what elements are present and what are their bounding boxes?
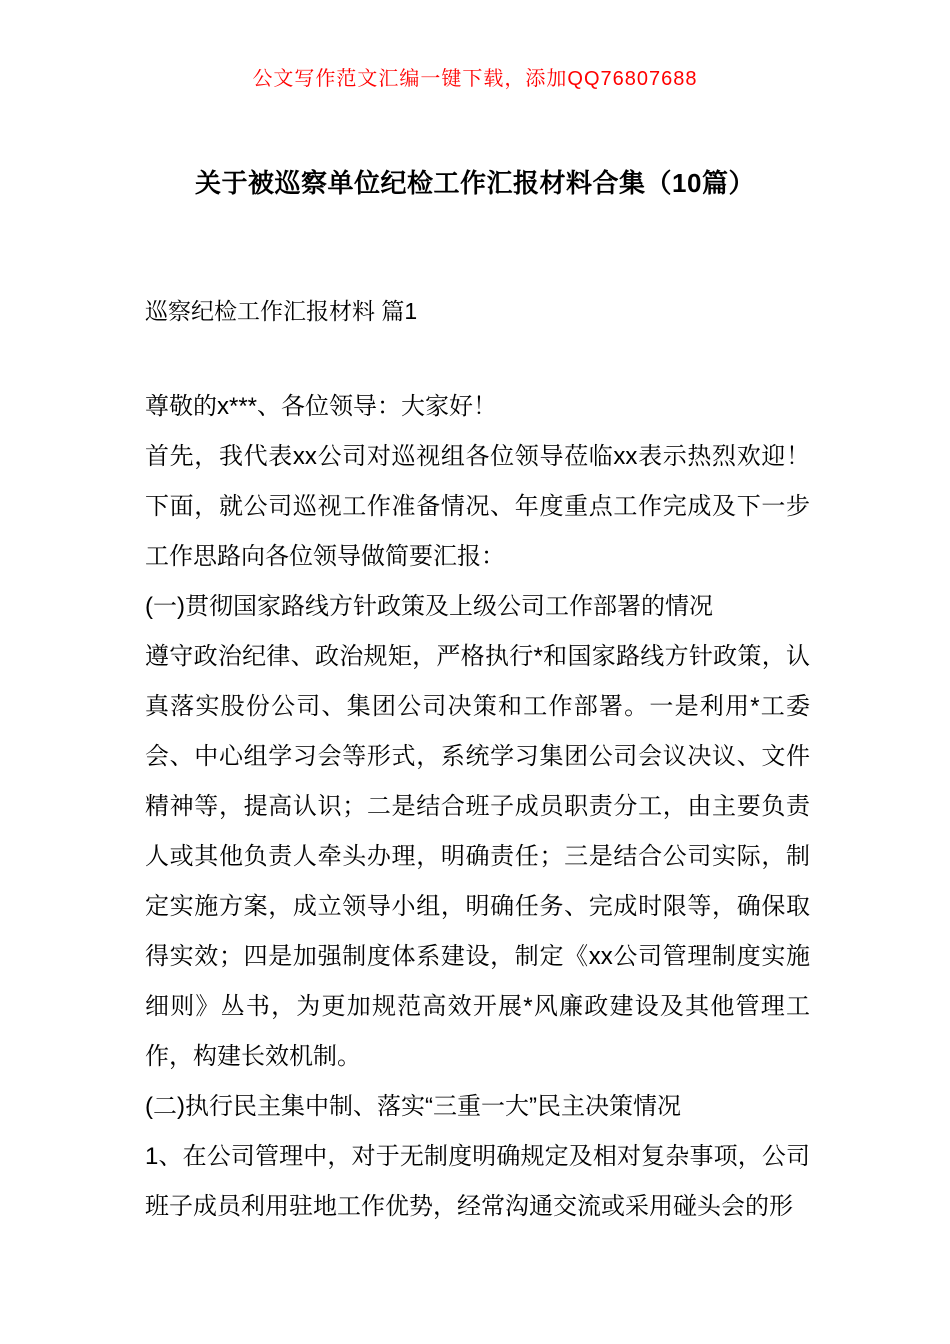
paragraph: 首先，我代表xx公司对巡视组各位领导莅临xx表示热烈欢迎！下面，就公司巡视工作准备情况、年度重点工作完成及下一步工作思路向各位领导做简要汇报： [145,443,810,570]
paragraph: 遵守政治纪律、政治规矩，严格执行*和国家路线方针政策，认真落实股份公司、集团公司决策和工作部署。一是利用*工委会、中心组学习会等形式，系统学习集团公司会议决议、文件精神等，提高认识；二是结合班子成员职责分工，由主要负责人或其他负责人牵头办理，明确责任；三是结合公司实际，制定实施方案，成立领导小组，明确任务、完成时限等，确保取得实效；四是加强制度体系建设，制定《xx公司管理制度实施细则》丛书，为更加规范高效开展*风廉政建设及其他管理工作，构建长效机制。 [145,643,810,1070]
document-body [145,382,810,1232]
section-heading: 巡察纪检工作汇报材料 篇1 [145,298,418,324]
paragraph: (一)贯彻国家路线方针政策及上级公司工作部署的情况 [145,593,713,620]
document-title: 关于被巡察单位纪检工作汇报材料合集（10篇） [195,168,755,198]
document-content [145,286,810,1232]
paragraph: 尊敬的x***、各位领导：大家好！ [145,393,498,420]
promo-header-link[interactable]: 公文写作范文汇编一键下载，添加QQ76807688 [252,68,698,90]
paragraph: (二)执行民主集中制、落实“三重一大”民主决策情况 [145,1093,681,1120]
paragraph: 1、在公司管理中，对于无制度明确规定及相对复杂事项，公司班子成员利用驻地工作优势，经常沟通交流或采用碰头会的形 [145,1143,810,1220]
